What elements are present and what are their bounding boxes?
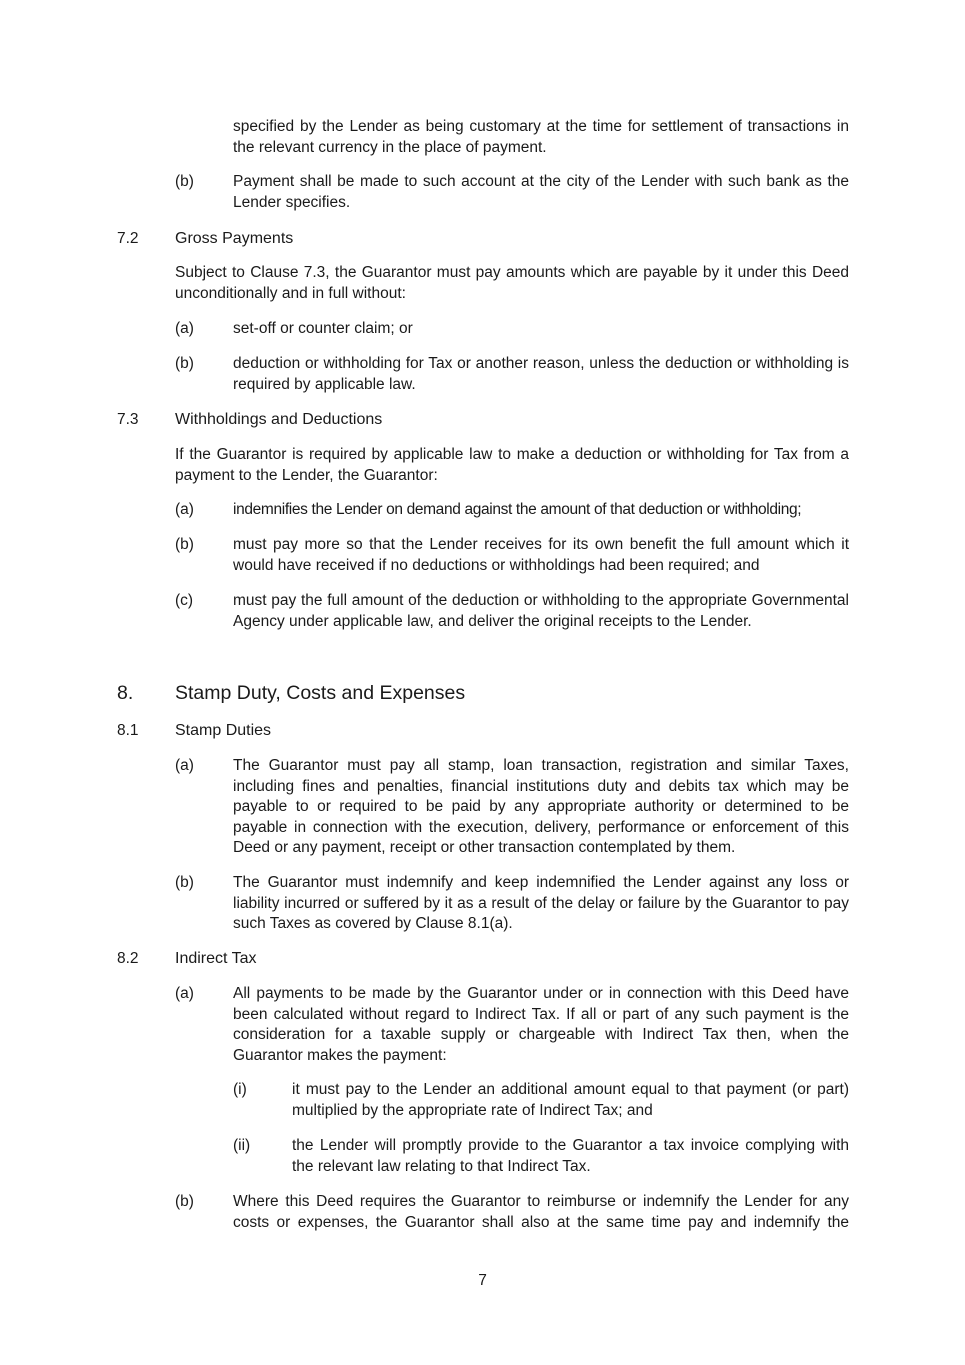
clause-heading: Stamp Duties	[175, 722, 272, 739]
item-text: it must pay to the Lender an additional amount equal to that payment (or part) multiplied by the appropriate rate of Indirect Tax; and	[292, 1081, 849, 1119]
list-item	[175, 1192, 849, 1234]
item-label: (i)	[233, 1081, 247, 1098]
item-label: (c)	[175, 592, 194, 609]
clause-intro: If the Guarantor is required by applicable law to make a deduction or withholding for Tax from a payment to the Lender, the Guarantor:	[175, 446, 849, 484]
item-text: indemnifies the Lender on demand against the amount of that deduction or withholding;	[233, 501, 802, 518]
clause-heading: Indirect Tax	[175, 950, 257, 967]
list-item	[175, 984, 849, 1067]
item-label: (ii)	[233, 1137, 251, 1154]
item-text: set-off or counter claim; or	[233, 320, 413, 337]
item-text: must pay the full amount of the deduction or withholding to the appropriate Governmental Agency under applicable law, and deliver the original receipts to the Lender.	[233, 592, 849, 630]
list-item	[175, 500, 849, 521]
list-item	[175, 873, 849, 935]
item-label: (a)	[175, 501, 194, 518]
item-label: (a)	[175, 985, 194, 1002]
list-item	[175, 591, 849, 653]
clause-heading: Gross Payments	[175, 230, 294, 247]
clause-intro: Subject to Clause 7.3, the Guarantor must pay amounts which are payable by it under this Deed unconditionally and in full without:	[175, 264, 849, 302]
item-label: (b)	[175, 536, 194, 553]
clause-heading: Withholdings and Deductions	[175, 411, 383, 428]
continuation-paragraph: specified by the Lender as being customary at the time for settlement of transactions in the relevant currency in the place of payment.	[233, 118, 849, 156]
list-item	[175, 756, 849, 860]
page-number: 7	[478, 1272, 487, 1289]
item-label: (a)	[175, 757, 194, 774]
item-text: The Guarantor must indemnify and keep indemnified the Lender against any loss or liability incurred or suffered by it as a result of the delay or failure by the Guarantor to pay such Taxes as covered by Clause 8.1(a).	[233, 874, 849, 933]
item-text: Payment shall be made to such account at the city of the Lender with such bank as the Lender specifies.	[233, 173, 849, 211]
sub-list-item	[233, 1080, 849, 1122]
section-number: 8.	[117, 682, 134, 704]
list-item	[175, 535, 849, 577]
clause-number: 8.2	[117, 950, 139, 967]
item-text: The Guarantor must pay all stamp, loan transaction, registration and similar Taxes, including fines and penalties, financial institutions duty and debits tax which may be payable to or required to be paid by any appropriate authority or determined to be payable in connection with the execution, delivery, performance or enforcement of this Deed or any payment, receipt or other transaction contemplated by them.	[233, 757, 849, 857]
item-label: (a)	[175, 320, 194, 337]
item-text: deduction or withholding for Tax or another reason, unless the deduction or withholding is required by applicable law.	[233, 355, 849, 393]
clause-number: 8.1	[117, 722, 139, 739]
item-text: All payments to be made by the Guarantor under or in connection with this Deed have been calculated without regard to Indirect Tax. If all or part of any such payment is the consideration for a taxable supply or chargeable with Indirect Tax then, when the Guarantor makes the payment:	[233, 985, 849, 1064]
item-label: (b)	[175, 355, 194, 372]
clause-number: 7.3	[117, 411, 139, 428]
item-label: (b)	[175, 1193, 194, 1210]
clause-number: 7.2	[117, 230, 139, 247]
list-item	[175, 319, 849, 340]
item-text: the Lender will promptly provide to the Guarantor a tax invoice complying with the relevant law relating to that Indirect Tax.	[292, 1137, 849, 1175]
section-heading: Stamp Duty, Costs and Expenses	[175, 682, 466, 704]
item-text: must pay more so that the Lender receives for its own benefit the full amount which it would have received if no deductions or withholdings had been required; and	[233, 536, 849, 574]
item-text: Where this Deed requires the Guarantor to reimburse or indemnify the Lender for any costs or expenses, the Guarantor shall also at the same time pay and indemnify the	[233, 1193, 849, 1231]
item-label: (b)	[175, 173, 194, 190]
sub-list-item	[233, 1136, 849, 1178]
list-item	[175, 172, 849, 214]
list-item	[175, 354, 849, 396]
item-label: (b)	[175, 874, 194, 891]
